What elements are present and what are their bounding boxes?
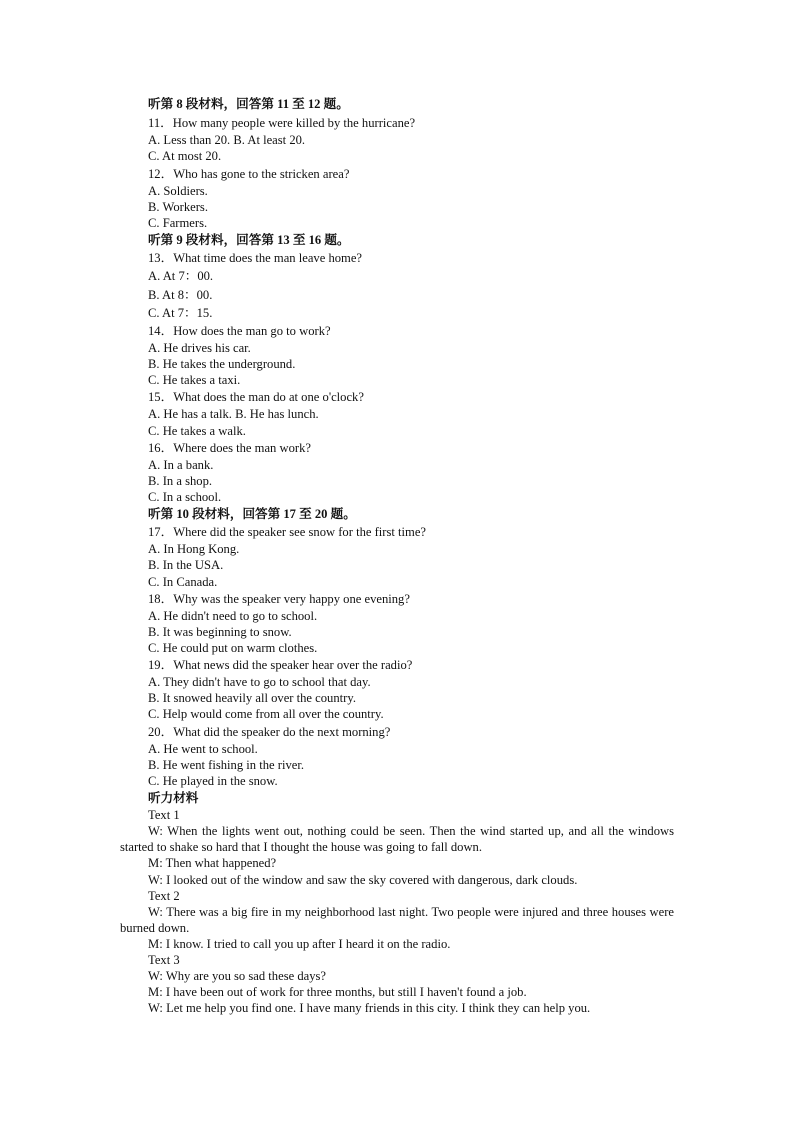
question-14-option-a: A. He drives his car. <box>148 341 251 355</box>
question-12-option-c: C. Farmers. <box>148 216 208 230</box>
question-20-option-b: B. He went fishing in the river. <box>148 758 304 772</box>
text-1-line-w1: W: When the lights went out, nothing could be seen. Then the wind started up, and all the windows started to shake so hard that I thought the house was going to fall down. <box>120 824 674 855</box>
question-18-option-a: A. He didn't need to go to school. <box>148 609 318 623</box>
question-15: 15．What does the man do at one o'clock? <box>148 390 364 404</box>
section-10-header: 听第 10 段材料，回答第 17 至 20 题。 <box>148 507 356 521</box>
question-11: 11．How many people were killed by the hurricane? <box>148 116 416 130</box>
question-19-option-c: C. Help would come from all over the country. <box>148 707 384 721</box>
question-16-option-b: B. In a shop. <box>148 474 213 488</box>
question-13-option-c: C. At 7：15. <box>148 306 213 320</box>
text-2-line-w1: W: There was a big fire in my neighborhood last night. Two people were injured and three houses were burned down. <box>120 905 674 936</box>
question-13: 13．What time does the man leave home? <box>148 251 363 265</box>
question-20: 20．What did the speaker do the next morning? <box>148 725 391 739</box>
question-19-option-a: A. They didn't have to go to school that day. <box>148 675 371 689</box>
question-18: 18．Why was the speaker very happy one evening? <box>148 592 410 606</box>
text-3-line-w2: W: Let me help you find one. I have many friends in this city. I think they can help you. <box>148 1001 591 1015</box>
question-15-option-c: C. He takes a walk. <box>148 424 246 438</box>
transcript-header: 听力材料 <box>148 791 199 805</box>
question-16-option-a: A. In a bank. <box>148 458 214 472</box>
question-18-option-c: C. He could put on warm clothes. <box>148 641 318 655</box>
text-2-line-m1: M: I know. I tried to call you up after I heard it on the radio. <box>148 937 451 951</box>
question-19-option-b: B. It snowed heavily all over the country. <box>148 691 356 705</box>
question-12: 12．Who has gone to the stricken area? <box>148 167 350 181</box>
question-16: 16．Where does the man work? <box>148 441 311 455</box>
text-3-title: Text 3 <box>148 953 180 967</box>
question-18-option-b: B. It was beginning to snow. <box>148 625 292 639</box>
section-8-header: 听第 8 段材料，回答第 11 至 12 题。 <box>148 97 349 111</box>
text-2-title: Text 2 <box>148 889 180 903</box>
question-17-option-b: B. In the USA. <box>148 558 224 572</box>
question-13-option-b: B. At 8：00. <box>148 288 213 302</box>
question-16-option-c: C. In a school. <box>148 490 222 504</box>
question-17-option-a: A. In Hong Kong. <box>148 542 240 556</box>
question-11-option-c: C. At most 20. <box>148 149 222 163</box>
text-1-line-m1: M: Then what happened? <box>148 856 277 870</box>
question-17-option-c: C. In Canada. <box>148 575 218 589</box>
question-14-option-b: B. He takes the underground. <box>148 357 296 371</box>
question-14: 14．How does the man go to work? <box>148 324 331 338</box>
question-20-option-a: A. He went to school. <box>148 742 258 756</box>
question-14-option-c: C. He takes a taxi. <box>148 373 241 387</box>
section-9-header: 听第 9 段材料，回答第 13 至 16 题。 <box>148 233 350 247</box>
question-12-option-b: B. Workers. <box>148 200 208 214</box>
text-1-line-w2: W: I looked out of the window and saw the sky covered with dangerous, dark clouds. <box>148 873 578 887</box>
text-1-title: Text 1 <box>148 808 180 822</box>
question-15-options-ab: A. He has a talk. B. He has lunch. <box>148 407 319 421</box>
question-20-option-c: C. He played in the snow. <box>148 774 278 788</box>
question-13-option-a: A. At 7：00. <box>148 269 214 283</box>
question-17: 17．Where did the speaker see snow for the first time? <box>148 525 427 539</box>
question-19: 19．What news did the speaker hear over the radio? <box>148 658 413 672</box>
question-11-options-ab: A. Less than 20. B. At least 20. <box>148 133 306 147</box>
text-3-line-w1: W: Why are you so sad these days? <box>148 969 327 983</box>
text-3-line-m1: M: I have been out of work for three months, but still I haven't found a job. <box>148 985 527 999</box>
question-12-option-a: A. Soldiers. <box>148 184 208 198</box>
